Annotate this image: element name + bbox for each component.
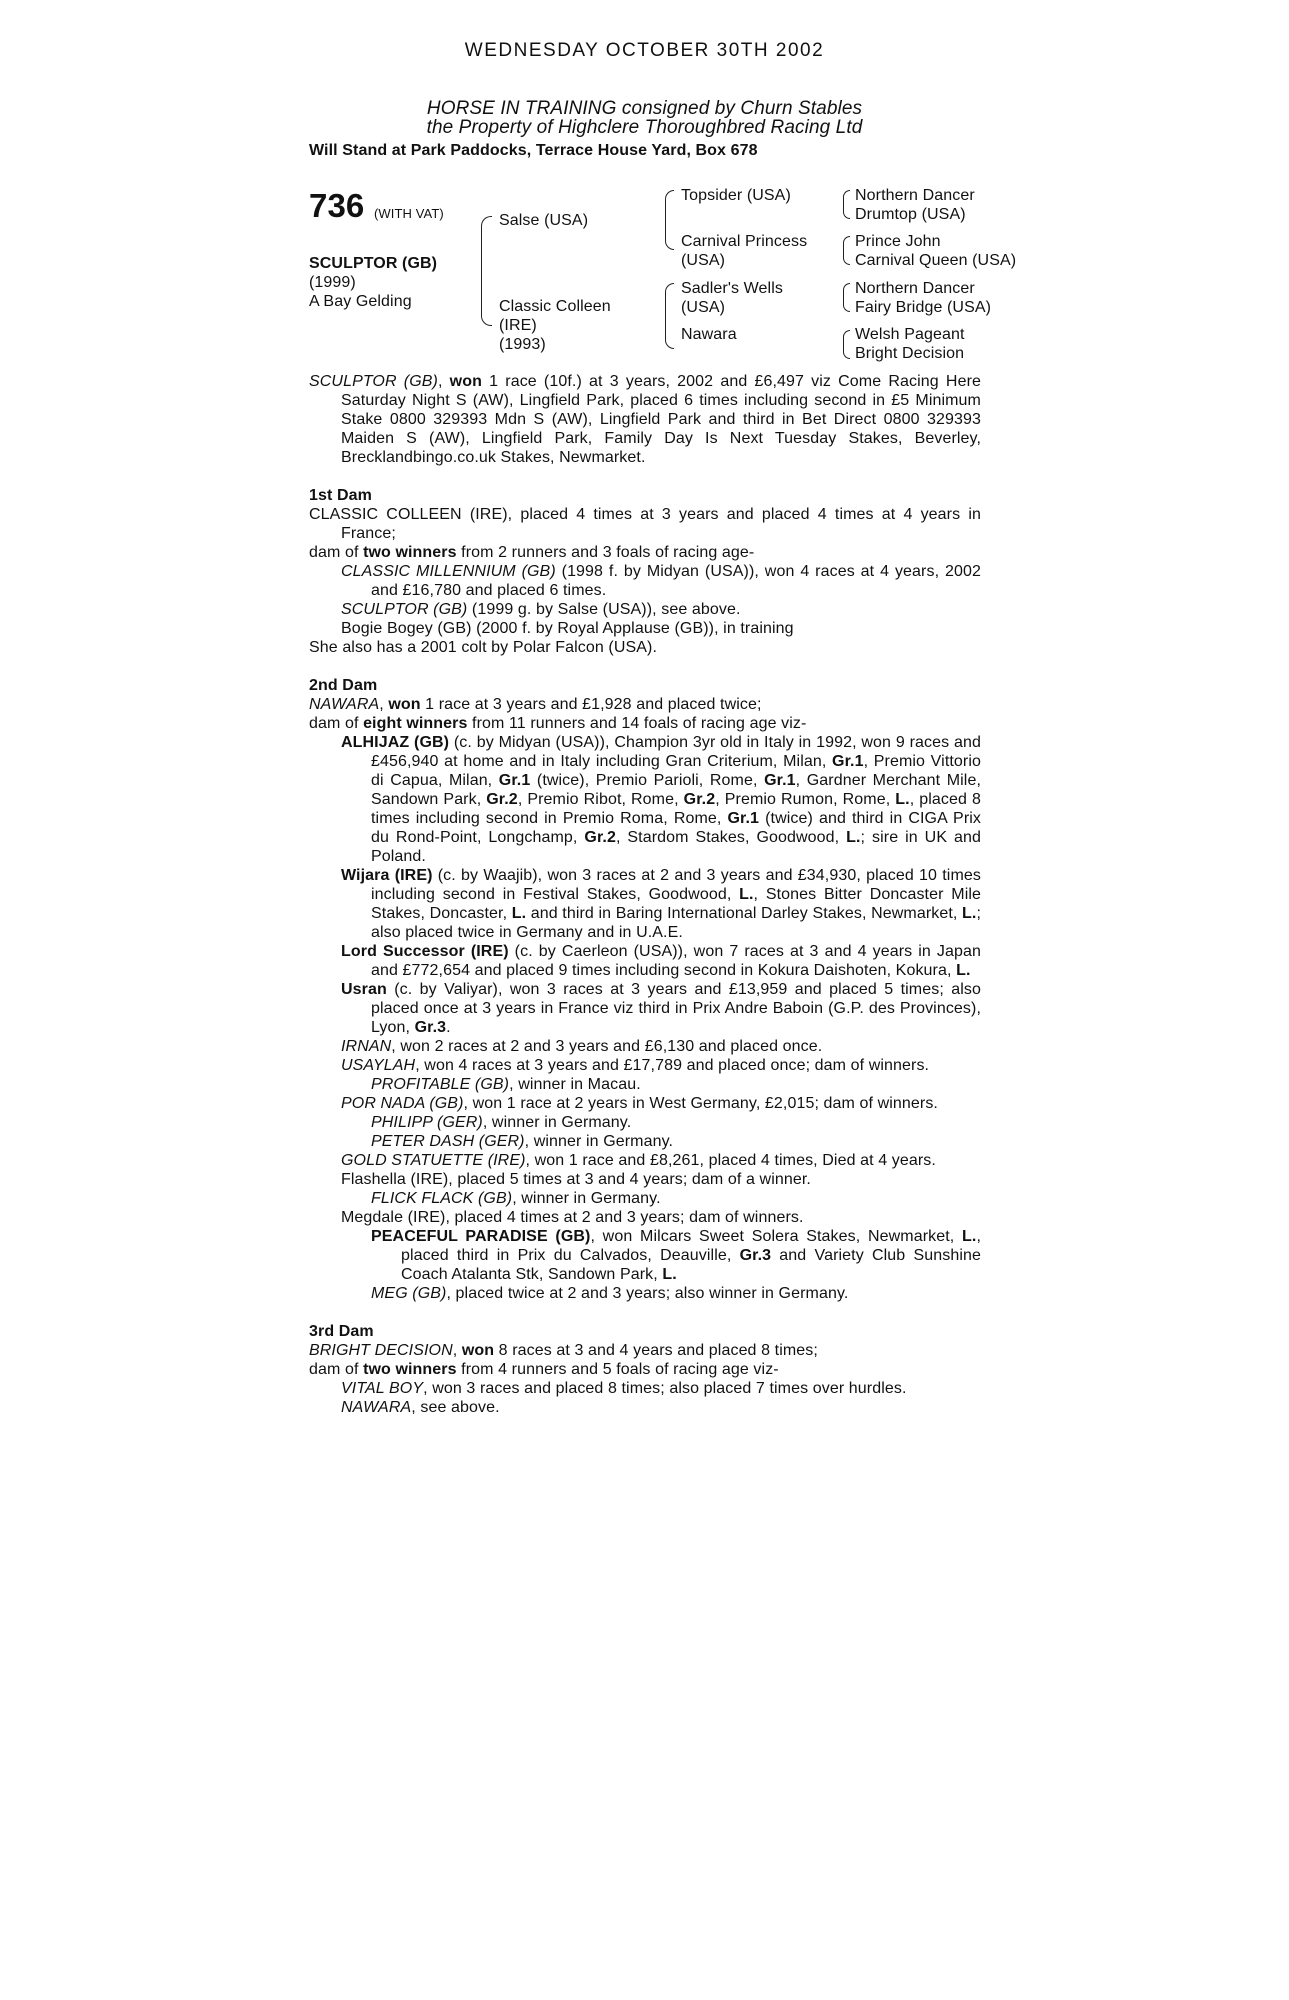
produce-item: Lord Successor (IRE) (c. by Caerleon (USA)), won 7 races at 3 and 4 years in Japan and £772,654 and placed 9 times including second in Kokura Daishoten, Kokura, L.	[341, 943, 982, 979]
produce-item: NAWARA, see above.	[341, 1399, 500, 1416]
produce-item: PEACEFUL PARADISE (GB), won Milcars Sweet Solera Stakes, Newmarket, L., placed third in Prix du Calvados, Deauville, Gr.3 and Variety Club Sunshine Coach Atalanta Stk, Sandown Park, L.	[371, 1228, 981, 1283]
pedigree-sdd: Carnival Queen (USA)	[855, 252, 1017, 269]
pedigree-dam-sire-country: (USA)	[681, 299, 726, 316]
sale-date: WEDNESDAY OCTOBER 30TH 2002	[464, 40, 825, 61]
produce-item: PETER DASH (GER), winner in Germany.	[371, 1133, 674, 1150]
produce-item: IRNAN, won 2 races at 2 and 3 years and £6,130 and placed once.	[341, 1038, 823, 1055]
produce-item: POR NADA (GB), won 1 race at 2 years in West Germany, £2,015; dam of winners.	[341, 1095, 938, 1112]
brace-ds	[843, 283, 850, 312]
second-dam-produce: dam of eight winners from 11 runners and 14 foals of racing age viz-	[309, 715, 807, 732]
produce-item: VITAL BOY, won 3 races and placed 8 times; also placed 7 times over hurdles.	[341, 1380, 907, 1397]
pedigree-dss: Northern Dancer	[855, 280, 975, 297]
produce-item: Usran (c. by Valiyar), won 3 races at 3 years and £13,959 and placed 5 times; also placed once at 3 years in France viz third in Prix Andre Baboin (G.P. des Provinces), Lyon, Gr.3.	[341, 981, 981, 1036]
sire-brace	[665, 190, 674, 250]
horse-year: (1999)	[309, 274, 356, 291]
produce-item: Flashella (IRE), placed 5 times at 3 and 4 years; dam of a winner.	[341, 1171, 811, 1188]
second-dam-heading: 2nd Dam	[309, 677, 378, 694]
pedigree-sire-sire: Topsider (USA)	[681, 187, 791, 204]
first-dam-produce: dam of two winners from 2 runners and 3 foals of racing age-	[309, 544, 755, 561]
pedigree-sds: Prince John	[855, 233, 941, 250]
pedigree-sire-dam-country: (USA)	[681, 252, 726, 269]
produce-item: MEG (GB), placed twice at 2 and 3 years; also winner in Germany.	[371, 1285, 849, 1302]
produce-item: PROFITABLE (GB), winner in Macau.	[371, 1076, 641, 1093]
race-summary: SCULPTOR (GB), won 1 race (10f.) at 3 years, 2002 and £6,497 viz Come Racing Here Saturday Night S (AW), Lingfield Park, placed 6 times including second in £5 Minimum Stake 0800 329393 Mdn S (AW), Lingfield Park and third in Bet Direct 0800 329393 Maiden S (AW), Lingfield Park, Family Day Is Next Tuesday Stakes, Beverley, Brecklandbingo.co.uk Stakes, Newmarket.	[309, 373, 982, 466]
produce-item: SCULPTOR (GB) (1999 g. by Salse (USA)), see above.	[341, 601, 741, 618]
pedigree-brace	[481, 216, 492, 326]
pedigree-ssd: Drumtop (USA)	[855, 206, 966, 223]
brace-ss	[843, 190, 850, 219]
second-dam-record: NAWARA, won 1 race at 3 years and £1,928 and placed twice;	[309, 696, 762, 713]
pedigree-dam-name: Classic Colleen	[499, 298, 611, 315]
stand-location: Will Stand at Park Paddocks, Terrace House Yard, Box 678	[309, 142, 758, 159]
lot-number: 736	[309, 187, 365, 224]
produce-item: ALHIJAZ (GB) (c. by Midyan (USA)), Champion 3yr old in Italy in 1992, won 9 races and £456,940 at home and in Italy including Gran Criterium, Milan, Gr.1, Premio Vittorio di Capua, Milan, Gr.1 (twice), Premio Parioli, Rome, Gr.1, Gardner Merchant Mile, Sandown Park, Gr.2, Premio Ribot, Rome, Gr.2, Premio Rumon, Rome, L., placed 8 times including second in Premio Roma, Rome, Gr.1 (twice) and third in CIGA Prix du Rond-Point, Longchamp, Gr.2, Stardom Stakes, Goodwood, L.; sire in UK and Poland.	[341, 734, 982, 865]
brace-dd	[843, 330, 850, 359]
first-dam-record: CLASSIC COLLEEN (IRE), placed 4 times at 3 years and placed 4 times at 4 years in France;	[309, 506, 981, 542]
produce-item: Megdale (IRE), placed 4 times at 2 and 3 years; dam of winners.	[341, 1209, 804, 1226]
produce-item: Bogie Bogey (GB) (2000 f. by Royal Applause (GB)), in training	[341, 620, 794, 637]
pedigree-dam-dam: Nawara	[681, 326, 737, 343]
brace-sd	[843, 236, 850, 265]
owner-line: the Property of Highclere Thoroughbred Racing Ltd	[426, 117, 863, 138]
horse-name: SCULPTOR (GB)	[309, 255, 438, 272]
pedigree-dam-year: (1993)	[499, 336, 546, 353]
produce-item: PHILIPP (GER), winner in Germany.	[371, 1114, 632, 1131]
pedigree-sire-dam: Carnival Princess	[681, 233, 808, 250]
pedigree-dam-country: (IRE)	[499, 317, 537, 334]
first-dam-also: She also has a 2001 colt by Polar Falcon (USA).	[309, 639, 657, 656]
pedigree-sire: Salse (USA)	[499, 212, 589, 229]
pedigree-dam-sire: Sadler's Wells	[681, 280, 783, 297]
pedigree-sss: Northern Dancer	[855, 187, 975, 204]
horse-description: A Bay Gelding	[309, 293, 412, 310]
first-dam-heading: 1st Dam	[309, 487, 372, 504]
produce-item: Wijara (IRE) (c. by Waajib), won 3 races at 2 and 3 years and £34,930, placed 10 times including second in Festival Stakes, Goodwood, L., Stones Bitter Doncaster Mile Stakes, Doncaster, L. and third in Baring International Darley Stakes, Newmarket, L.; also placed twice in Germany and in U.A.E.	[341, 867, 982, 941]
produce-item: USAYLAH, won 4 races at 3 years and £17,789 and placed once; dam of winners.	[341, 1057, 930, 1074]
vat-note: (WITH VAT)	[374, 206, 444, 221]
dam-brace	[665, 283, 674, 349]
pedigree-ddd: Bright Decision	[855, 345, 965, 362]
produce-item: CLASSIC MILLENNIUM (GB) (1998 f. by Midyan (USA)), won 4 races at 4 years, 2002 and £16,780 and placed 6 times.	[341, 563, 981, 599]
pedigree-dds: Welsh Pageant	[855, 326, 965, 343]
third-dam-produce: dam of two winners from 4 runners and 5 foals of racing age viz-	[309, 1361, 779, 1378]
catalogue-text	[309, 372, 981, 1417]
third-dam-heading: 3rd Dam	[309, 1323, 374, 1340]
third-dam-record: BRIGHT DECISION, won 8 races at 3 and 4 years and placed 8 times;	[309, 1342, 818, 1359]
pedigree-dsd: Fairy Bridge (USA)	[855, 299, 992, 316]
produce-item: GOLD STATUETTE (IRE), won 1 race and £8,261, placed 4 times, Died at 4 years.	[341, 1152, 936, 1169]
consignor-line: HORSE IN TRAINING consigned by Churn Stables	[426, 98, 863, 119]
produce-item: FLICK FLACK (GB), winner in Germany.	[371, 1190, 661, 1207]
